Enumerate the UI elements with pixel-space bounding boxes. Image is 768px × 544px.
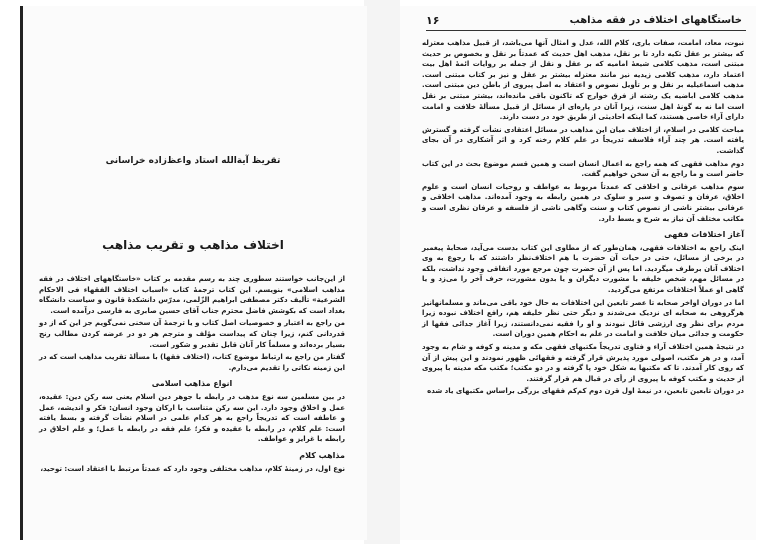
paragraph: گفتار من راجع به ارتباط موضوع کتاب، (اختلاف فقها) با مسألهٔ تقریب مذاهب است که در این زمینه نکاتی را تقدیم می‌دارم. bbox=[39, 353, 345, 372]
paragraph: اینک راجع به اختلافات فقهی، همان‌طور که از مطاوی این کتاب بدست می‌آید، صحابهٔ پیغمبر در برخی از مسائل، حتی در حیات آن حضرت با هم اختلاف‌نظر داشتند که با رجوع به وی اختلاف آنان برطرف میگردید. اما پس از آن حضرت چون مرجع مورد اتفاقی وجود نداشت، بلکه در مسائل مهم، شخص خلیفه با مشورت دیگران و یا بدون مشورت، حرف آخر را می‌زد و یا گاهی او عملاً اختلافات مرتفع می‌گردید. bbox=[422, 243, 744, 295]
paragraph: مباحث کلامی در اسلام، از اختلاف میان این مذاهب در مسائل اعتقادی نشأت گرفته و گسترش یافته است. هر چند آراء فلاسفه تدریجاً در علم کلام رخنه کرد و اثر آشکاری در آن بجای گذاشت. bbox=[422, 125, 744, 155]
page-number: ۱۶ bbox=[426, 14, 440, 27]
right-page bbox=[400, 6, 756, 540]
paragraph: از این‌جانب خواستند سطوری چند به رسم مقدمه بر کتاب «خاستگاههای اختلاف در فقه مذاهب اسلامی» بنویسم. این کتاب ترجمهٔ کتاب «اسباب اختلاف الفقهاء فی الاحکام الشرعیة» تألیف دکتر مصطفی ابراهیم الزّلمی، مدرّس دانشکدهٔ قانون و سیاست دانشگاه بغداد است که بکوشش فاضل محترم جناب آقای حسین صابری به فارسی درآمده است. bbox=[39, 275, 345, 315]
left-page bbox=[20, 6, 367, 540]
left-page-body bbox=[39, 274, 345, 476]
paragraph: سوم مذاهب عرفانی و اخلاقی که عمدتاً مربوط به عواطف و روحیات انسان است و علوم اخلاق، عرفان و تصوف و سیر و سلوک در همین رابطه به وجود آمده‌اند. مذاهب اخلاقی و عرفانی بیشتر ناشی از نصوص کتاب و سنت وگاهی ناشی از فلسفه و عرفان نظری است و مکاتب مختلف آن نیاز به شرح و بسط دارد. bbox=[422, 182, 744, 223]
foreword-heading: تقریظ آیة‌الله استاد واعظ‌زاده خراسانی bbox=[105, 156, 281, 166]
paragraph: در نتیجهٔ همین اختلاف آراء و فتاوی تدریجاً مکتبهای فقهی مکه و مدینه و کوفه و شام به وجود آمد، و در هر مکتب، اصولی مورد پذیرش قرار گرفته و فقهائی ظهور نمودند و این پیش از آن که روی کار آمدند. تا که مکتبها به شکل خود پا گرفته و در دو مکتب؛ مکتب مکه مدینه با پیروی از حدیث و مکتب کوفه با پیروی از رأی در قبال هم قرار گرفتند. bbox=[422, 343, 744, 383]
section-heading: آغاز اختلافات فقهی bbox=[664, 230, 744, 240]
paragraph: من راجع به اعتبار و خصوصیات اصل کتاب و یا ترجمهٔ آن سخنی نمی‌گویم جز این که از دو قدردانی کنم، زیرا چنان که پیداست مؤلف و مترجم هر دو در عرضه کردن مطالب رنج بسیار برده‌اند و مسلماً کار آنان قابل تقدیر و شکور است. bbox=[39, 319, 345, 349]
chapter-title: اختلاف مذاهب و تقریب مذاهب bbox=[102, 238, 284, 252]
paragraph: در دوران تابعین تابعین، در نیمهٔ اول قرن دوم کم‌کم فقهای بزرگی براساس مکتبهای یاد شده bbox=[427, 387, 744, 396]
section-heading: مذاهب کلام bbox=[299, 450, 345, 460]
running-header bbox=[426, 14, 746, 31]
paragraph: دوم مذاهب فقهی که همه راجع به اعمال انسان است و همین قسم موضوع بحث در این کتاب حاضر است و ما راجع به آن سخن خواهیم گفت. bbox=[422, 159, 744, 179]
section-heading: انواع مذاهب اسلامی bbox=[151, 379, 233, 389]
book-binding bbox=[364, 0, 400, 544]
running-title: خاستگاههای اختلاف در فقه مذاهب bbox=[569, 15, 742, 26]
paragraph: در بین مسلمین سه نوع مذهب در رابطه با جوهر دین اسلام یعنی سه رکن دین: عقیده، عمل و اخلاق وجود دارد. این سه رکن متناسب با ارکان وجود انسان: فکر و اندیشه، عمل و عاطفه است که تدریجاً راجع به هر کدام علمی در اسلام نشأت گرفته و بسط یافته است: علم کلام، در رابطه با عقیده و فکر؛ علم فقه در رابطه با عمل؛ و علم اخلاق در رابطه با غرایز و عواطف. bbox=[39, 392, 345, 444]
right-page-body bbox=[422, 38, 744, 399]
paragraph: نوع اول، در زمینهٔ کلام، مذاهب مختلفی وجود دارد که عمدتاً مرتبط با اعتقاد است: توحید، bbox=[40, 464, 345, 473]
paragraph: نبوت، معاد، امامت، صفات باری، کلام الله، عدل و امثال آنها می‌باشد، از قبیل مذاهب معتزله که بیشتر بر عقل تکیه دارد تا بر نقل، مذهب اهل حدیث که عمدتاً بر نقل و بخصوص بر حدیث مبتنی است، مذهب کلامی شیعهٔ امامیه که بر عقل و نقل از جمله بر روایات ائمهٔ اهل بیت اعتماد دارد، مذهب کلامی زیدیه نیز مانند معتزله بیشتر بر عقل و نیز بر کتاب مبتنی است. مذهب اسماعیلیه بر نقل و بر تأویل نصوص و اعتقاد به اصل پیروی از باطن دین مبتنی است. مذهب کلامی اباضیه یک رشته از فرق خوارج که تاکنون باقی مانده‌اند، بیشتر مبتنی بر نقل است اما نه به گونهٔ اهل سنت، زیرا آنان در پاره‌ای از مسائل از قبیل مسألهٔ خلافت و امامت دارای آراء خاصی هستند، کما اینکه احادیثی از طریق خود در دست دارند. bbox=[422, 39, 744, 122]
paragraph: اما در دوران اواخر صحابه تا عصر تابعین این اختلافات به حال خود باقی می‌ماند و مسلمانهانیز هرگروهی به صحابه ای نزدیک می‌شدند و دیگر حتی نظر خلیفه هم، رافع اختلاف نبوده زیرا مردم برای نظر وی ارزشی قائل نبودند و او را فقیه نمی‌دانستند، زیرا آغاز جدائی فقها از حکومت و جدائی میان خلافت و امامت در علم به احکام همین دوران است. bbox=[422, 298, 744, 339]
